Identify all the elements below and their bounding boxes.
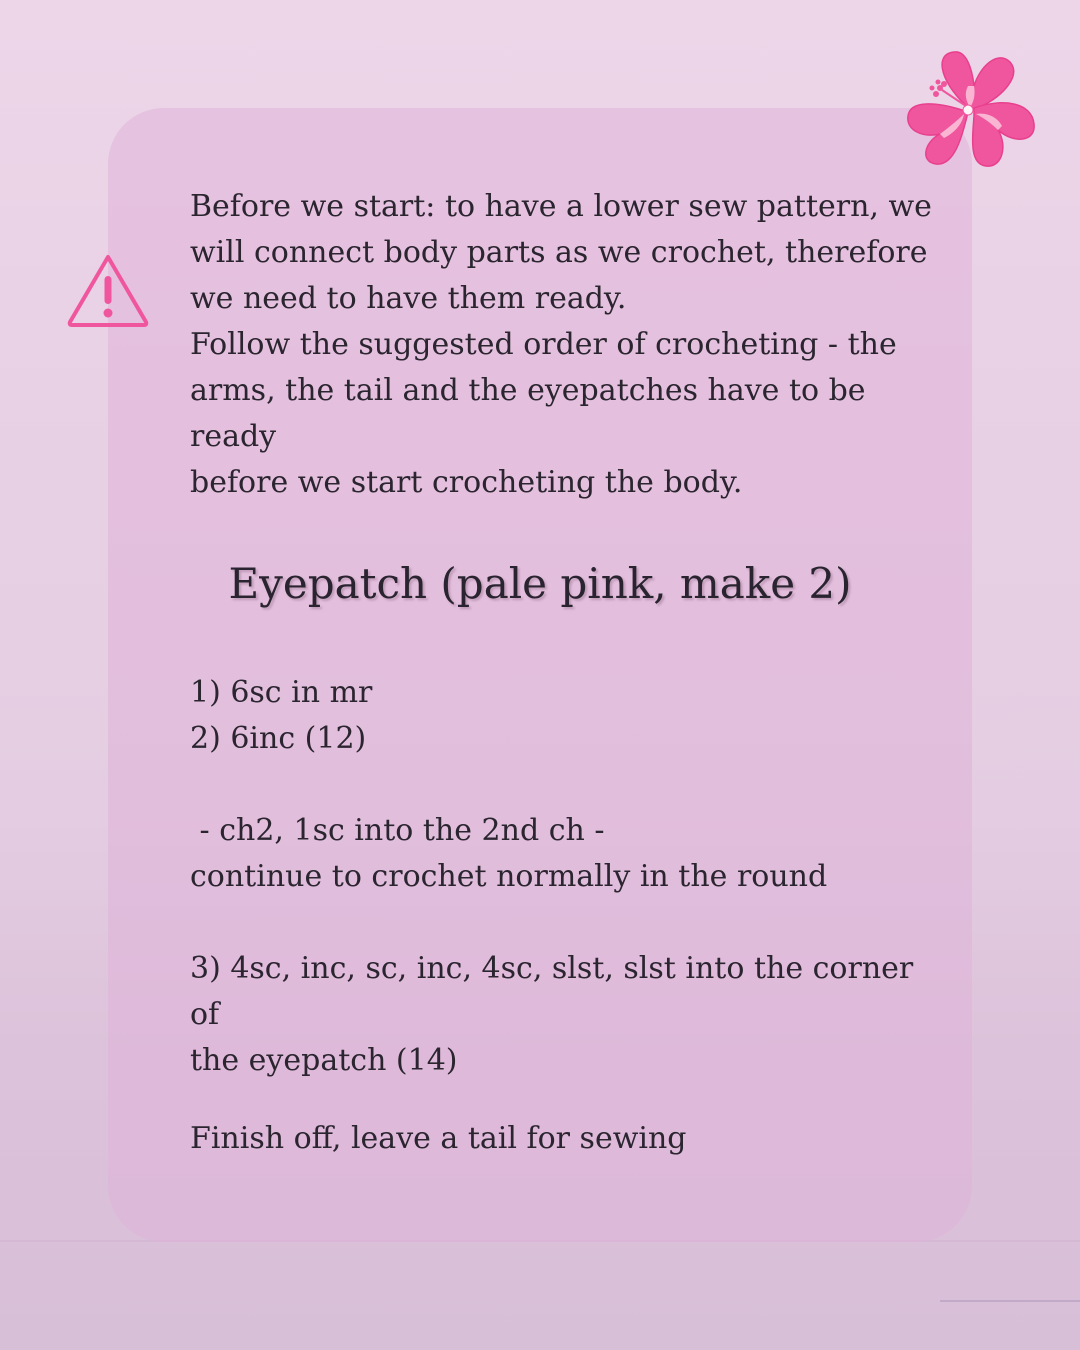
warning-icon bbox=[66, 252, 150, 328]
step-row-2: 2) 6inc (12) bbox=[190, 721, 367, 756]
intro-line: arms, the tail and the eyepatches have to be ready bbox=[190, 373, 866, 454]
step-row-1: 1) 6sc in mr bbox=[190, 675, 373, 710]
step-note: continue to crochet normally in the round bbox=[190, 859, 828, 894]
step-row-3-cont: the eyepatch (14) bbox=[190, 1043, 458, 1078]
hibiscus-icon bbox=[902, 46, 1040, 174]
intro-text bbox=[190, 184, 950, 506]
background-horizon-line bbox=[940, 1300, 1080, 1302]
pattern-steps bbox=[190, 670, 950, 1162]
intro-line: Before we start: to have a lower sew pattern, we bbox=[190, 189, 932, 224]
intro-line: Follow the suggested order of crocheting - the bbox=[190, 327, 897, 362]
step-note: - ch2, 1sc into the 2nd ch - bbox=[190, 813, 605, 848]
step-row-3: 3) 4sc, inc, sc, inc, 4sc, slst, slst into the corner of bbox=[190, 951, 914, 1032]
finish-instruction: Finish off, leave a tail for sewing bbox=[190, 1121, 687, 1156]
section-title: Eyepatch (pale pink, make 2) bbox=[228, 559, 852, 608]
intro-line: before we start crocheting the body. bbox=[190, 465, 743, 500]
intro-line: will connect body parts as we crochet, therefore bbox=[190, 235, 928, 270]
intro-line: we need to have them ready. bbox=[190, 281, 627, 316]
